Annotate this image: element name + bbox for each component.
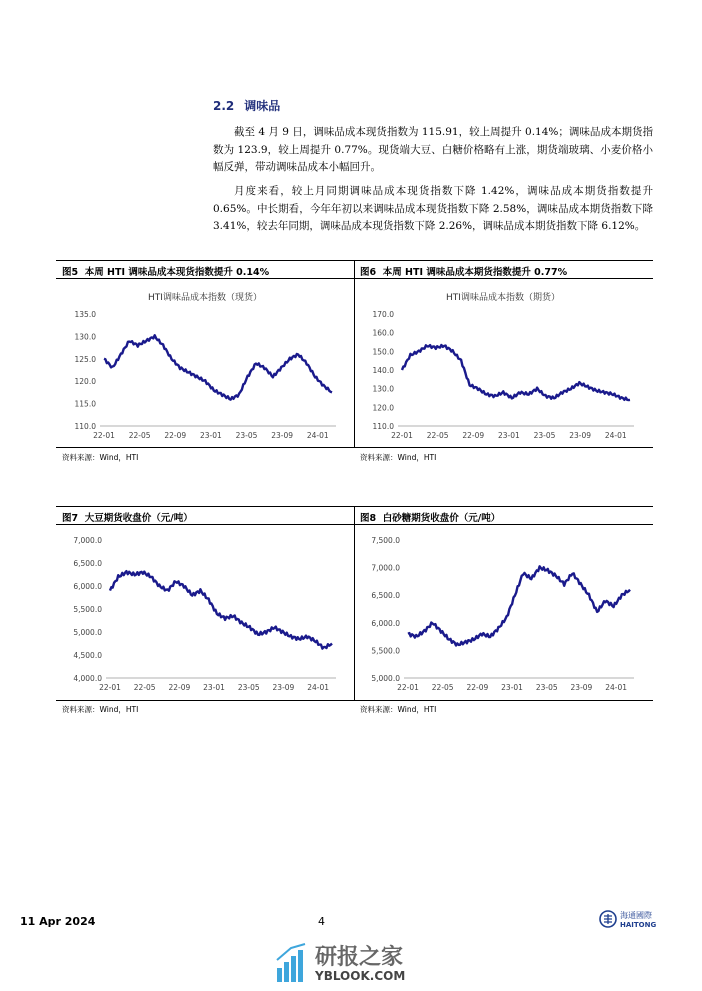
y-tick-label: 6,000.0 bbox=[371, 618, 400, 628]
y-tick-label: 110.0 bbox=[372, 422, 394, 431]
chart-title: HTI调味品成本指数（现货） bbox=[148, 293, 262, 303]
x-tick-label: 23-09 bbox=[271, 431, 294, 440]
page-number: 4 bbox=[318, 915, 325, 928]
y-tick-label: 5,500.0 bbox=[73, 605, 102, 614]
x-tick-label: 22-05 bbox=[133, 683, 156, 692]
y-tick-label: 110.0 bbox=[74, 422, 96, 431]
y-tick-label: 150.0 bbox=[372, 347, 394, 357]
figure-6-caption: 图6 本周 HTI 调味品成本期货指数提升 0.77% bbox=[360, 267, 568, 278]
section-title: 调味品 bbox=[244, 99, 281, 113]
chart-figure-7 bbox=[60, 528, 350, 696]
y-tick-label: 170.0 bbox=[372, 310, 394, 319]
x-tick-label: 24-01 bbox=[604, 431, 627, 440]
y-tick-label: 4,500.0 bbox=[73, 651, 102, 660]
paragraph-1: 截至 4 月 9 日，调味品成本现货指数为 115.91，较上周提升 0.14%；调味品成本期货指数为 123.9，较上周提升 0.77%。现货端大豆、白糖价格略有上涨，期货端玻璃、小麦价格小幅反弹，带动调味品成本小幅回升。 bbox=[213, 126, 653, 173]
chart-figure-8 bbox=[358, 528, 648, 696]
figure-8-caption: 图8 白砂糖期货收盘价（元/吨） bbox=[360, 513, 501, 524]
x-tick-label: 22-05 bbox=[431, 683, 454, 692]
y-tick-label: 130.0 bbox=[74, 332, 96, 342]
y-tick-label: 6,500.0 bbox=[371, 591, 400, 601]
x-tick-label: 22-05 bbox=[426, 431, 449, 440]
y-tick-label: 7,000.0 bbox=[371, 563, 400, 573]
chart-figure-5 bbox=[60, 282, 350, 444]
x-tick-label: 23-09 bbox=[272, 683, 295, 692]
y-tick-label: 130.0 bbox=[372, 384, 394, 394]
y-tick-label: 4,000.0 bbox=[73, 674, 102, 683]
series-line-期货 bbox=[402, 345, 630, 400]
y-tick-label: 6,000.0 bbox=[73, 582, 102, 591]
y-tick-label: 5,500.0 bbox=[371, 646, 400, 656]
x-tick-label: 22-09 bbox=[168, 683, 191, 692]
x-tick-label: 23-01 bbox=[497, 431, 520, 440]
figure-7-caption: 图7 大豆期货收盘价（元/吨） bbox=[62, 513, 193, 524]
chart-figure-6 bbox=[358, 282, 648, 444]
haitong-logo bbox=[598, 908, 678, 934]
x-tick-label: 24-01 bbox=[306, 431, 329, 440]
x-tick-label: 22-01 bbox=[93, 431, 115, 440]
y-tick-label: 120.0 bbox=[74, 377, 96, 387]
x-tick-label: 22-01 bbox=[397, 683, 419, 692]
x-tick-label: 24-01 bbox=[307, 683, 330, 692]
series-line-白砂糖 bbox=[408, 566, 630, 645]
figure-8-source: 资料来源：Wind，HTI bbox=[360, 705, 437, 714]
y-tick-label: 7,000.0 bbox=[73, 536, 102, 545]
x-tick-label: 22-01 bbox=[99, 683, 121, 692]
y-tick-label: 5,000.0 bbox=[73, 628, 102, 637]
watermark-bars-icon bbox=[277, 944, 305, 982]
y-tick-label: 7,500.0 bbox=[371, 536, 400, 545]
y-tick-label: 120.0 bbox=[372, 403, 394, 413]
x-tick-label: 23-01 bbox=[501, 683, 523, 692]
x-tick-label: 23-01 bbox=[203, 683, 225, 692]
watermark bbox=[275, 940, 445, 990]
x-tick-label: 22-01 bbox=[391, 431, 413, 440]
svg-text:HAITONG: HAITONG bbox=[620, 921, 657, 929]
x-tick-label: 23-05 bbox=[235, 431, 258, 440]
x-tick-label: 23-09 bbox=[570, 683, 593, 692]
y-tick-label: 125.0 bbox=[74, 354, 96, 364]
x-tick-label: 23-05 bbox=[535, 683, 558, 692]
row1-divider bbox=[354, 260, 355, 447]
footer-date: 11 Apr 2024 bbox=[20, 915, 96, 928]
x-tick-label: 22-09 bbox=[462, 431, 485, 440]
x-tick-label: 23-05 bbox=[533, 431, 556, 440]
y-tick-label: 115.0 bbox=[74, 399, 96, 409]
x-tick-label: 23-09 bbox=[569, 431, 592, 440]
svg-text:研报之家: 研报之家 bbox=[315, 945, 404, 970]
y-tick-label: 160.0 bbox=[372, 328, 394, 338]
chart-title: HTI调味品成本指数（期货） bbox=[446, 293, 560, 303]
series-line-大豆 bbox=[110, 571, 332, 648]
x-tick-label: 24-01 bbox=[605, 683, 628, 692]
figure-6-source: 资料来源：Wind，HTI bbox=[360, 453, 437, 462]
x-tick-label: 22-09 bbox=[466, 683, 489, 692]
section-number: 2.2 bbox=[213, 99, 235, 113]
section-heading bbox=[213, 97, 280, 114]
x-tick-label: 22-05 bbox=[128, 431, 151, 440]
figure-5-source: 资料来源：Wind，HTI bbox=[62, 453, 139, 462]
y-tick-label: 5,000.0 bbox=[371, 674, 400, 683]
paragraph-2: 月度来看，较上月同期调味品成本现货指数下降 1.42%，调味品成本期货指数提升 0.65%。中长期看，今年年初以来调味品成本现货指数下降 2.58%，调味品成本期货指数下降 3.41%，较去年同期，调味品成本现货指数下降 2.26%，调味品成本期货指数下降 6.12%。 bbox=[213, 185, 653, 232]
x-tick-label: 23-01 bbox=[199, 431, 222, 440]
figure-7-source: 资料来源：Wind，HTI bbox=[62, 705, 139, 714]
y-tick-label: 135.0 bbox=[74, 310, 96, 319]
row2-divider bbox=[354, 506, 355, 700]
svg-text:海通國際: 海通國際 bbox=[620, 911, 652, 920]
row1-bottom-rule bbox=[56, 447, 653, 448]
row2-bottom-rule bbox=[56, 700, 653, 701]
y-tick-label: 6,500.0 bbox=[73, 559, 102, 568]
svg-text:YBLOOK.COM: YBLOOK.COM bbox=[315, 969, 406, 983]
figure-5-caption: 图5 本周 HTI 调味品成本现货指数提升 0.14% bbox=[62, 267, 270, 278]
y-tick-label: 140.0 bbox=[372, 366, 394, 375]
series-line-现货 bbox=[104, 335, 332, 399]
x-tick-label: 22-09 bbox=[164, 431, 187, 440]
x-tick-label: 23-05 bbox=[237, 683, 260, 692]
